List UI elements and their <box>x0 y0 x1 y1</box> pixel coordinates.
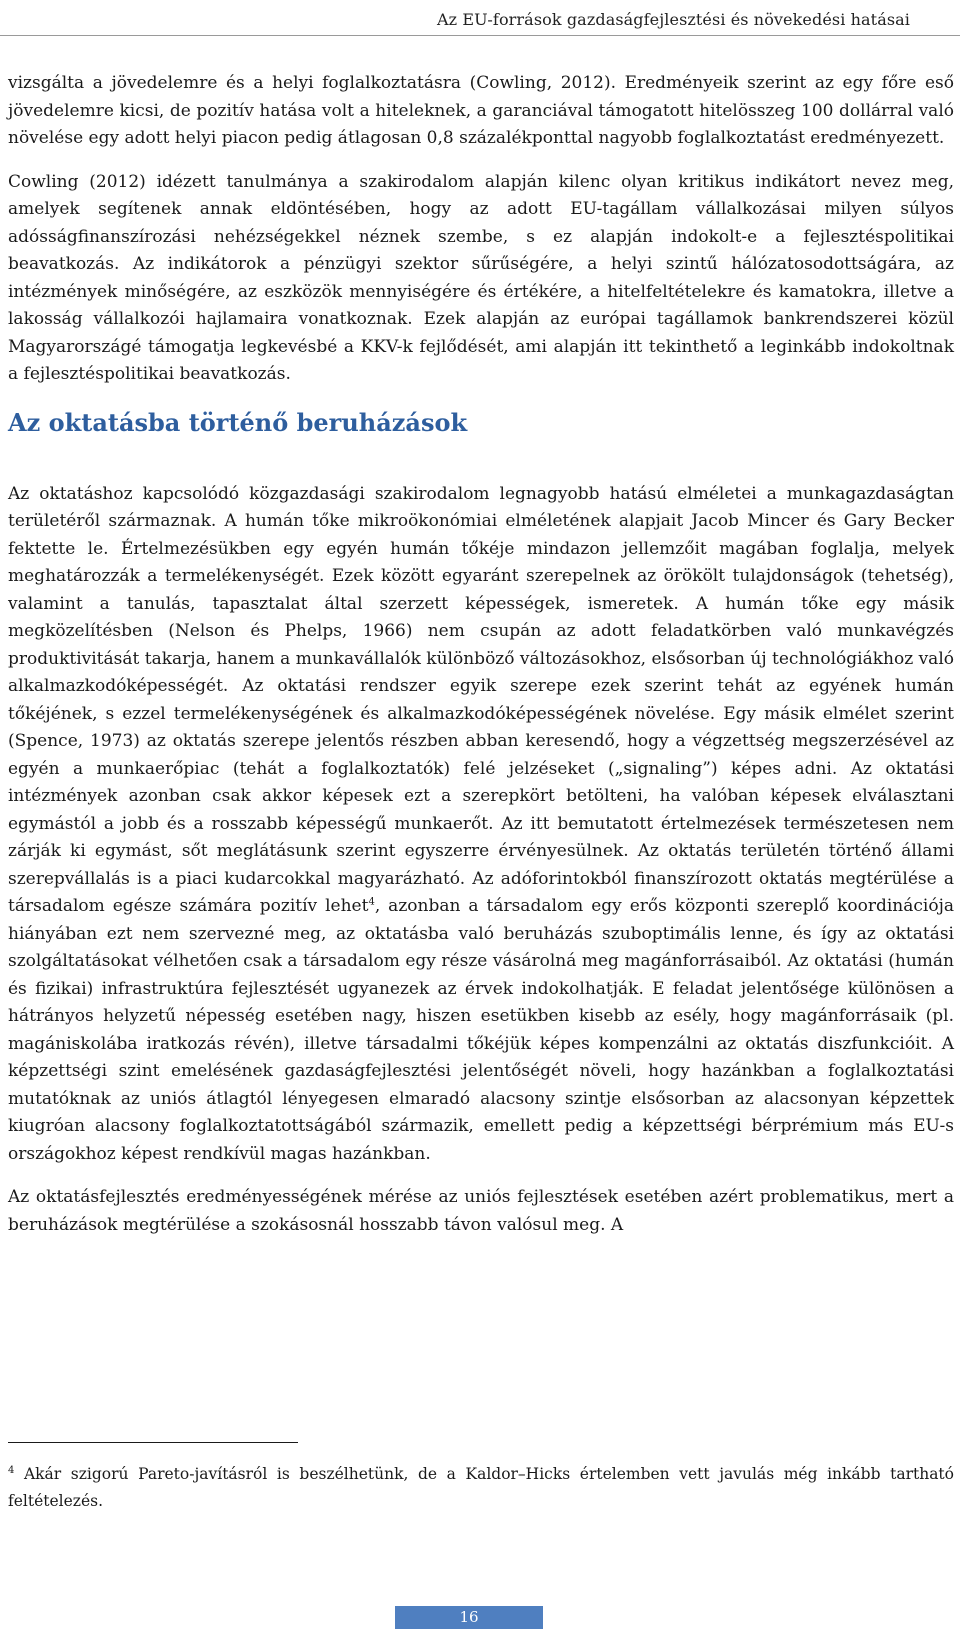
footnote-area <box>8 1442 954 1515</box>
footnote <box>8 1457 954 1515</box>
paragraph-education-theory <box>8 481 954 1169</box>
footnote-text: Akár szigorú Pareto-javításról is beszélhetünk, de a Kaldor–Hicks értelemben vett javulás még inkább tartható feltételezés. <box>8 1465 954 1511</box>
section-heading: Az oktatásba történő beruházások <box>8 407 468 437</box>
paragraph-cowling-indicators: Cowling (2012) idézett tanulmánya a szakirodalom alapján kilenc olyan kritikus indikátort nevez meg, amelyek segítenek annak eldöntésében, hogy az adott EU-tagállam vállalkozásai milyen súlyos adósságfinanszírozási nehézségekkel néznek szembe, s ez alapján indokolt-e a fejlesztéspolitikai beavatkozás. Az indikátorok a pénzügyi szektor sűrűségére, a helyi szintű hálózatosodottságára, az intézmények minőségére, az eszközök mennyiségére és értékére, a hitelfeltételekre és kamatokra, illetve a lakosság vállalkozói hajlamaira vonatkoznak. Ezek alapján az európai tagállamok bankrendszerei közül Magyarországé támogatja legkevésbé a KKV-k fejlődését, ami alapján itt tekinthető a leginkább indokoltnak a fejlesztéspolitikai beavatkozás. <box>8 171 954 384</box>
paragraph-education-part-2: , azonban a társadalom egy erős központi szereplő koordinációja hiányában ezt nem szervezné meg, az oktatásba való beruházás szuboptimális lenne, és így az oktatási szolgáltatásokat vélhetően csak a társadalom egy része vásárolná meg magánforrásaiból. Az oktatási (humán és fizikai) infrastruktúra fejlesztését ugyanezek az érvek indokolhatják. E feladat jelentősége különösen a hátrányos helyzetű népesség esetében nagy, hiszen esetükben kisebb az esély, hogy magánforrásaik (pl. magániskolába iratkozás révén), illetve társadalmi tőkéjük képes kompenzálni az oktatás diszfunkcióit. A képzettségi szint emelésének gazdaságfejlesztési jelentőségét növeli, hogy hazánkban a foglalkoztatási mutatóknak az uniós átlagtól lényegesen elmaradó alacsony szintje elsősorban az alacsonyan képzettek kiugróan alacsony foglalkoztatottságából származik, emellett pedig a képzettségi bérprémium más EU-s országokhoz képest rendkívül magas hazánkban. <box>8 896 954 1164</box>
main-content <box>8 70 954 1255</box>
header-divider <box>0 35 960 36</box>
paragraph-education-part-1: Az oktatáshoz kapcsolódó közgazdasági szakirodalom legnagyobb hatású elméletei a munkagazdaságtan területéről származnak. A humán tőke mikroökonómiai elméletének alapjait Jacob Mincer és Gary Becker fektette le. Értelmezésükben egy egyén humán tőkéje mindazon jellemzőit magában foglalja, melyek meghatározzák a termelékenységét. Ezek között egyaránt szerepelnek az örökölt tulajdonságok (tehetség), valamint a tanulás, tapasztalat által szerzett képességek, ismeretek. A humán tőke egy másik megközelítésben (Nelson és Phelps, 1966) nem csupán az adott feladatkörben való munkavégzés produktivitását takarja, hanem a munkavállalók különböző változásokhoz, elsősorban új technológiákhoz való alkalmazkodóképességét. Az oktatási rendszer egyik szerepe ezek szerint tehát az egyének humán tőkéjének, s ezzel termelékenységének és alkalmazkodóképességének növelése. Egy másik elmélet szerint (Spence, 1973) az oktatás szerepe jelentős részben abban keresendő, hogy a végzettség megszerzésével az egyén a munkaerőpiac (tehát a foglalkoztatók) felé jelzéseket („signaling”) képes adni. Az oktatási intézmények azonban csak akkor képesek ezt a szerepkört betölteni, ha valóban képesek elválasztani egymástól a jobb és a rosszabb képességű munkaerőt. Az itt bemutatott értelmezések természetesen nem zárják ki egymást, sőt meglátásunk szerint egyszerre érvényesülnek. Az oktatás területén történő állami szerepvállalás is a piaci kudarcokkal magyarázható. Az adóforintokból finanszírozott oktatás megtérülése a társadalom egésze számára pozitív lehet <box>8 483 954 916</box>
footnote-divider <box>8 1442 298 1443</box>
footnote-reference[interactable]: 4 <box>368 896 375 908</box>
footnote-marker: 4 <box>8 1465 15 1476</box>
paragraph-cowling-results: vizsgálta a jövedelemre és a helyi foglalkoztatásra (Cowling, 2012). Eredményeik szerint az egy főre eső jövedelemre kicsi, de pozitív hatása volt a hiteleknek, a garanciával támogatott hitelösszeg 100 dollárral való növelése egy adott helyi piacon pedig átlagosan 0,8 százalékponttal nagyobb foglalkoztatást eredményezett. <box>8 73 954 148</box>
running-header: Az EU-források gazdaságfejlesztési és növekedési hatásai <box>436 10 910 29</box>
paragraph-education-measurement: Az oktatásfejlesztés eredményességének mérése az uniós fejlesztések esetében azért problematikus, mert a beruházások megtérülése a szokásosnál hosszabb távon valósul meg. A <box>8 1187 954 1235</box>
page-number: 16 <box>395 1606 543 1629</box>
